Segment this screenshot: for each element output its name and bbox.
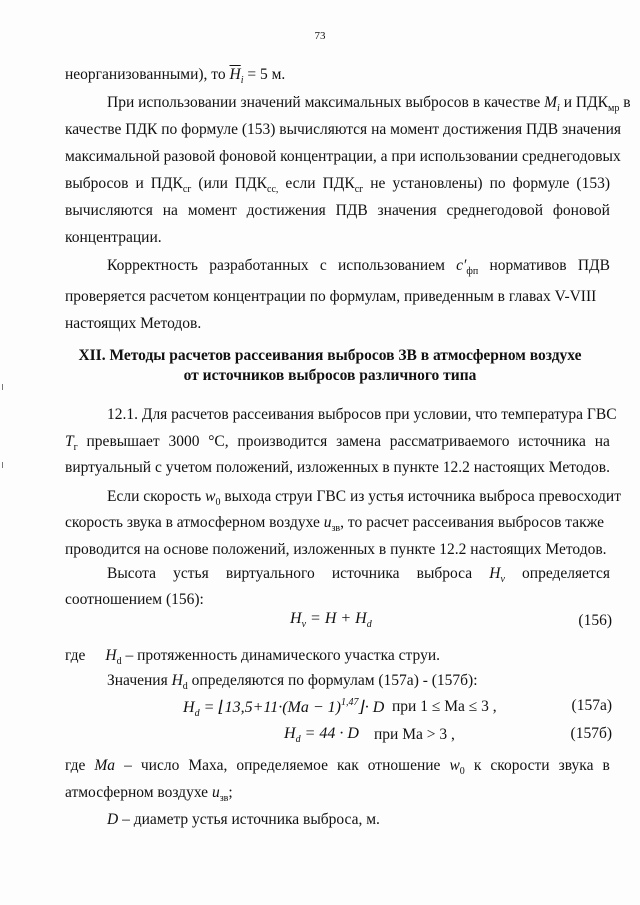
text: атмосферном воздухе — [65, 784, 212, 801]
subscript: d — [182, 681, 188, 692]
text-line: максимальной разовой фоновой концентрации, а при использовании среднегодовых — [65, 148, 621, 165]
word: с — [319, 257, 327, 274]
word: Корректность — [107, 257, 198, 274]
word: отношение — [367, 757, 441, 774]
subscript: г — [73, 442, 78, 453]
eq-symbol: H — [290, 610, 302, 627]
equation-156 — [290, 610, 372, 630]
subscript: d — [194, 708, 200, 719]
symbol-tg — [65, 432, 78, 458]
subscript: зв — [219, 793, 229, 804]
subscript: v — [301, 619, 307, 630]
equation-157b — [284, 725, 359, 745]
word: Высота — [107, 565, 157, 582]
word: не — [370, 175, 386, 192]
text: – протяженность динамического участка струи. — [121, 647, 440, 664]
word: в — [602, 757, 610, 774]
eq-text: ⌋· D — [358, 699, 385, 716]
text: в — [619, 94, 631, 111]
word: и — [135, 175, 144, 192]
word: рассматриваемого — [389, 433, 510, 450]
text-line — [107, 810, 380, 830]
word: если — [285, 175, 316, 192]
symbol-m: M — [544, 94, 558, 111]
word: нормативов — [489, 257, 567, 274]
subscript: сг — [354, 184, 364, 195]
word: скорости — [490, 757, 550, 774]
word: определяемое — [236, 757, 328, 774]
eq-text: = H + H — [306, 610, 367, 627]
word: среднегодовой — [446, 202, 544, 219]
eq-text: = 44 · D — [300, 725, 359, 742]
symbol-c-phi — [456, 256, 478, 282]
text-line: качестве ПДК по формуле (153) вычисляются на момент достижения ПДВ значения — [65, 121, 622, 138]
symbol-h: $\overline{H}$ — [229, 66, 241, 83]
text-line-justified — [65, 432, 610, 458]
text-line-justified — [65, 201, 610, 221]
symbol-w0 — [449, 756, 464, 782]
subscript: i — [557, 103, 560, 114]
symbol: H — [489, 565, 501, 582]
word: число — [140, 757, 180, 774]
word: разработанных — [209, 257, 309, 274]
word: определяется — [522, 565, 610, 582]
symbol-d: D — [107, 811, 119, 828]
word: – — [124, 757, 132, 774]
symbol-u: u — [211, 784, 220, 801]
equation-157a — [183, 697, 384, 719]
text: скорость звука в атмосферном воздухе — [65, 514, 324, 531]
text-line — [65, 646, 440, 672]
subscript: сг — [182, 184, 192, 195]
word: производится — [237, 433, 328, 450]
word: на — [594, 433, 610, 450]
text-line — [65, 65, 285, 91]
text-line: концентрации. — [65, 229, 162, 246]
subscript: сс, — [267, 184, 279, 195]
text-line-justified — [65, 756, 610, 782]
text-line — [107, 487, 621, 513]
subscript: 0 — [459, 766, 465, 777]
word: значения — [377, 202, 437, 219]
word — [235, 174, 279, 200]
scan-edge-mark — [2, 462, 3, 468]
symbol-hv — [489, 564, 505, 590]
subscript: 0 — [215, 497, 221, 508]
word: достижения — [246, 202, 326, 219]
symbol: c′ — [456, 257, 467, 274]
subscript: v — [500, 574, 505, 585]
text: и ПДК — [559, 94, 608, 111]
text-line — [65, 783, 233, 809]
text: При использовании значений максимальных выбросов в качестве — [107, 94, 545, 111]
word: (153) — [576, 175, 610, 192]
text: определяются по формулам (157а) - (157б): — [187, 672, 478, 689]
word: замена — [336, 433, 381, 450]
word: источника — [331, 565, 400, 582]
text-line — [107, 671, 478, 697]
equation-condition: при Ma > 3 , — [374, 726, 455, 743]
text-line: соотношением (156): — [65, 591, 204, 608]
word: виртуального — [225, 565, 315, 582]
word — [323, 174, 364, 200]
text: ПДК — [322, 175, 355, 192]
text: = 5 м. — [243, 66, 286, 83]
equation-number: (156) — [578, 612, 612, 629]
subscript: d — [295, 734, 301, 745]
subscript: зв — [331, 523, 341, 534]
word: где — [65, 757, 86, 774]
text: неорганизованными), то — [65, 66, 230, 83]
text-line: проводится на основе положений, изложенных в пункте 12.2 настоящих Методов. — [65, 541, 607, 558]
word: как — [337, 757, 359, 774]
word: выброса — [416, 565, 473, 582]
word: по — [489, 175, 506, 192]
word: где — [65, 647, 86, 664]
text-line: 12.1. Для расчетов рассеивания выбросов при условии, что температура ГВС — [107, 406, 617, 423]
word: Ma — [94, 757, 116, 774]
eq-symbol: H — [284, 725, 296, 742]
word: Маха, — [188, 757, 228, 774]
text-line-justified — [107, 564, 610, 590]
section-heading-line1: XII. Методы расчетов рассеивания выбросов ЗВ в атмосферном воздухе — [78, 347, 582, 364]
superscript: 1,47 — [341, 697, 359, 708]
word: устья — [173, 565, 209, 582]
word: момент — [187, 202, 237, 219]
symbol-hd: H — [105, 647, 117, 664]
symbol-u: u — [323, 514, 332, 531]
word: фоновой — [552, 202, 610, 219]
word: 3000 — [168, 433, 200, 450]
word: выбросов — [65, 175, 129, 192]
text: – диаметр устья источника выброса, м. — [118, 811, 380, 828]
subscript: i — [240, 75, 244, 86]
word: ПДВ — [335, 202, 368, 219]
text-line: виртуальный с учетом положений, изложенных в пункте 12.2 настоящих Методов. — [65, 459, 610, 476]
word: формуле — [512, 175, 570, 192]
word: использованием — [338, 257, 445, 274]
text-line — [65, 513, 604, 539]
text: Если скорость — [107, 488, 206, 505]
page-number: 73 — [314, 30, 326, 42]
word: к — [473, 757, 482, 774]
symbol: T — [65, 433, 74, 450]
word: превышает — [86, 433, 160, 450]
word: вычисляются — [65, 202, 153, 219]
equation-condition: при 1 ≤ Ma ≤ 3 , — [392, 698, 497, 715]
word: °С, — [208, 433, 229, 450]
text: ; — [228, 784, 233, 801]
scan-edge-mark — [2, 384, 3, 390]
subscript: d — [116, 656, 122, 667]
symbol: w — [449, 757, 460, 774]
word — [151, 174, 192, 200]
text-line-justified — [107, 256, 610, 282]
word: установлены) — [392, 175, 483, 192]
text: Значения — [107, 672, 172, 689]
text-line: проверяется расчетом концентрации по формулам, приведенным в главах V-VIII — [65, 288, 597, 305]
section-heading-line2: от источников выбросов различного типа — [183, 367, 477, 384]
symbol-hd: H — [171, 672, 183, 689]
equation-number: (157б) — [570, 725, 612, 742]
word: звука — [558, 757, 594, 774]
text: ПДК — [234, 175, 268, 192]
subscript: d — [366, 619, 372, 630]
eq-text: = ⌊13,5+11·(Ma − 1) — [199, 699, 341, 716]
text-line: настоящих Методов. — [65, 315, 202, 332]
equation-number: (157а) — [571, 697, 612, 714]
subscript: фп — [466, 266, 479, 277]
text: ПДК — [150, 175, 183, 192]
word: ПДВ — [577, 257, 610, 274]
word: (или — [198, 175, 228, 192]
symbol-w: w — [205, 488, 216, 505]
subscript: мр — [607, 103, 620, 114]
text: выхода струи ГВС из устья источника выброса превосходит — [220, 488, 621, 505]
text: , то расчет рассеивания выбросов также — [340, 514, 605, 531]
eq-symbol: H — [183, 699, 195, 716]
word: источника — [518, 433, 586, 450]
text-line-justified — [65, 174, 610, 200]
text-line — [107, 93, 631, 119]
word: на — [162, 202, 178, 219]
